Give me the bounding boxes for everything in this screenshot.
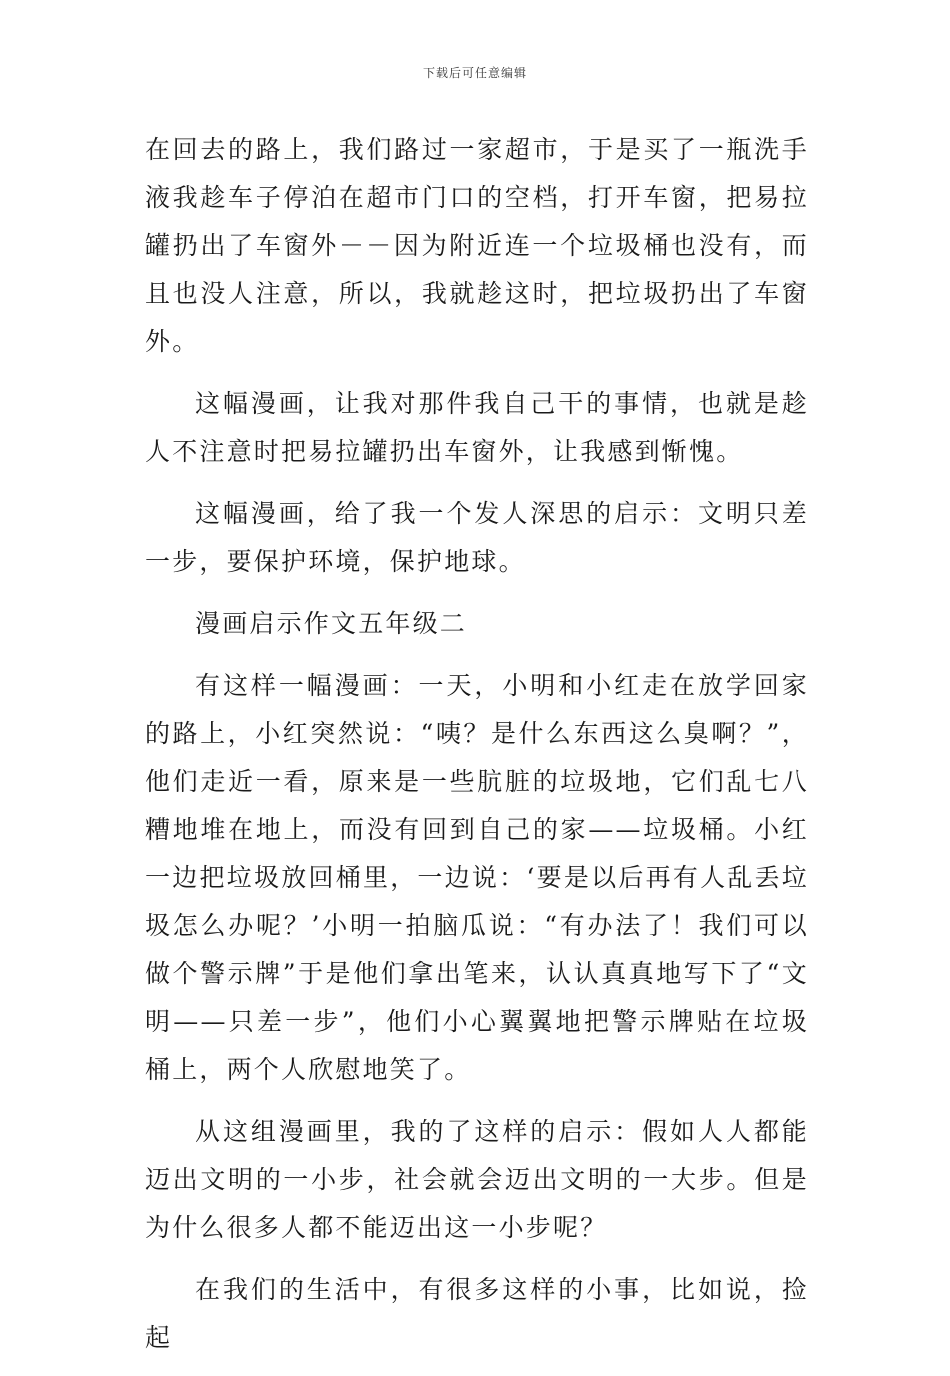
paragraph-5: 从这组漫画里，我的了这样的启示：假如人人都能迈出文明的一小步，社会就会迈出文明的一大步。但是为什么很多人都不能迈出这一小步呢？ — [145, 1117, 809, 1242]
page-header: 下载后可任意编辑 — [422, 66, 527, 80]
paragraph-6: 在我们的生活中，有很多这样的小事，比如说，捡起 — [145, 1275, 809, 1352]
paragraph-4: 有这样一幅漫画：一天，小明和小红走在放学回家的路上，小红突然说：“咦？是什么东西这么臭啊？”，他们走近一看，原来是一些肮脏的垃圾地，它们乱七八糟地堆在地上，而没有回到自己的家——垃圾桶。小红一边把垃圾放回桶里，一边说：‘要是以后再有人乱丢垃圾怎么办呢？’小明一拍脑瓜说：“有办法了！我们可以做个警示牌”于是他们拿出笔来，认认真真地写下了“文明——只差一步”，他们小心翼翼地把警示牌贴在垃圾桶上，两个人欣慰地笑了。 — [145, 671, 809, 1084]
paragraph-3: 这幅漫画，给了我一个发人深思的启示：文明只差一步，要保护环境，保护地球。 — [145, 499, 809, 576]
paragraph-1: 在回去的路上，我们路过一家超市，于是买了一瓶洗手液我趁车子停泊在超市门口的空档，打开车窗，把易拉罐扔出了车窗外－－因为附近连一个垃圾桶也没有，而且也没人注意，所以，我就趁这时，把垃圾扔出了车窗外。 — [145, 135, 809, 356]
document-body — [145, 126, 809, 1376]
paragraph-2: 这幅漫画，让我对那件我自己干的事情，也就是趁人不注意时把易拉罐扔出车窗外，让我感到惭愧。 — [145, 389, 809, 466]
section-heading: 漫画启示作文五年级二 — [195, 609, 468, 638]
